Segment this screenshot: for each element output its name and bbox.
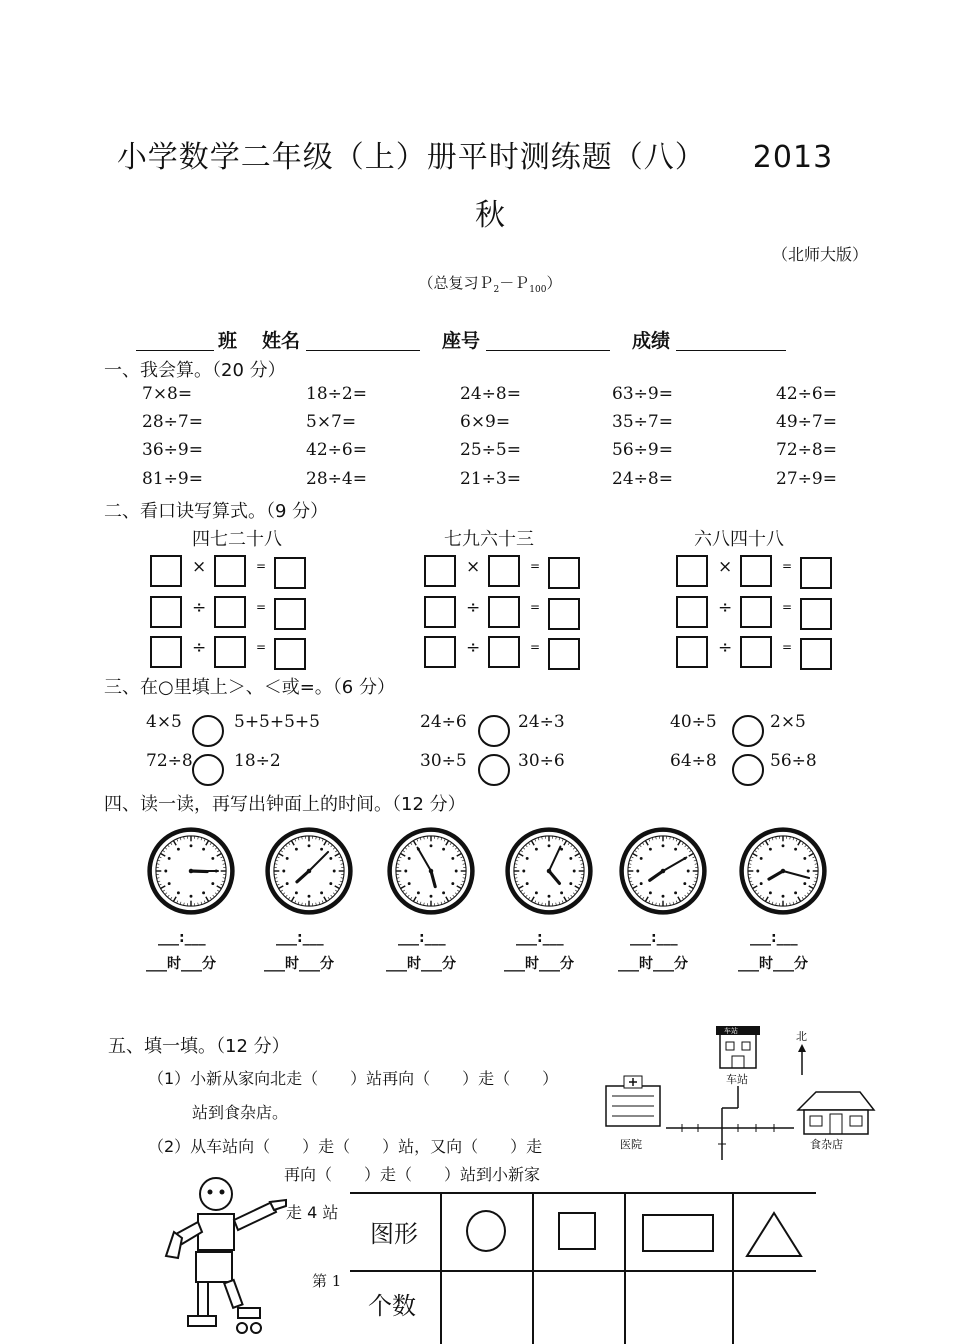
compare-right-expr: 24÷3 (518, 712, 565, 732)
hour-minute-blank[interactable] (146, 953, 216, 973)
calc-problem: 24÷8= (612, 469, 673, 489)
answer-box[interactable] (274, 557, 306, 589)
equals-sign: = (256, 559, 266, 573)
answer-box[interactable] (740, 596, 772, 628)
calc-problem: 42÷6= (306, 440, 367, 460)
calc-problem: 36÷9= (142, 440, 203, 460)
digital-time-blank[interactable]: ___:___ (276, 930, 324, 946)
clock-face-icon (738, 826, 828, 916)
triangle-shape-icon (744, 1210, 804, 1260)
calc-problem: 27÷9= (776, 469, 837, 489)
route-map (598, 1020, 888, 1170)
north-label: 北 (796, 1030, 807, 1043)
minute-label: 分 (320, 956, 334, 972)
operator-symbol: × (466, 557, 480, 577)
compare-right-expr: 30÷6 (518, 751, 565, 771)
calc-problem: 28÷7= (142, 412, 203, 432)
operator-symbol: ÷ (466, 638, 480, 658)
equals-sign: = (782, 559, 792, 573)
operator-symbol: ÷ (718, 638, 732, 658)
operator-symbol: ÷ (192, 598, 206, 618)
compare-right-expr: 18÷2 (234, 751, 281, 771)
square-count-cell[interactable] (534, 1272, 622, 1344)
digital-time-blank[interactable]: ___:___ (158, 930, 206, 946)
answer-box[interactable] (548, 557, 580, 589)
name-label: 姓名 (262, 326, 300, 353)
calc-problem: 21÷3= (460, 469, 521, 489)
seat-blank[interactable] (486, 326, 610, 351)
compare-left-expr: 40÷5 (670, 712, 717, 732)
hour-minute-blank[interactable] (738, 953, 808, 973)
calc-problem: 49÷7= (776, 412, 837, 432)
score-label: 成绩 (632, 326, 670, 353)
station-building-icon (716, 1026, 760, 1068)
recitation-phrase: 七九六十三 (444, 525, 534, 551)
edition-label: （北师大版） (772, 242, 868, 265)
hour-minute-blank[interactable] (264, 953, 334, 973)
digital-time-blank[interactable]: ___:___ (750, 930, 798, 946)
compare-circle[interactable] (478, 754, 510, 786)
answer-box[interactable] (488, 555, 520, 587)
calc-problem: 81÷9= (142, 469, 203, 489)
answer-box[interactable] (274, 598, 306, 630)
store-building-icon (798, 1092, 874, 1134)
compare-circle[interactable] (192, 754, 224, 786)
class-blank[interactable] (136, 326, 214, 351)
minute-blank[interactable]: ___ (539, 956, 560, 972)
hour-label: 时 (525, 956, 539, 972)
hour-label: 时 (285, 956, 299, 972)
equals-sign: = (530, 640, 540, 654)
answer-box[interactable] (488, 636, 520, 668)
review-mid: －Ｐ (499, 274, 529, 292)
hour-label: 时 (167, 956, 181, 972)
score-blank[interactable] (676, 326, 786, 351)
calc-problem: 56÷9= (612, 440, 673, 460)
section4-heading: 四、读一读，再写出钟面上的时间。（12 分） (104, 790, 466, 816)
clock-face-icon (504, 826, 594, 916)
seat-label: 座号 (442, 326, 480, 353)
q5-line5-partial: 走 4 站 (286, 1200, 338, 1223)
q5-line1: （1）小新从家向北走（ ）站再向（ ）走（ ） (148, 1066, 558, 1089)
hour-blank[interactable]: ___ (504, 956, 525, 972)
hour-label: 时 (407, 956, 421, 972)
north-arrow-icon (798, 1044, 806, 1075)
operator-symbol: × (718, 557, 732, 577)
review-range (0, 272, 980, 295)
minute-blank[interactable]: ___ (653, 956, 674, 972)
equals-sign: = (256, 600, 266, 614)
clock-face-icon (264, 826, 354, 916)
calc-problem: 25÷5= (460, 440, 521, 460)
review-page-b: 100 (529, 285, 546, 295)
equals-sign: = (530, 559, 540, 573)
answer-box[interactable] (274, 638, 306, 670)
minute-label: 分 (202, 956, 216, 972)
circle-count-cell[interactable] (442, 1272, 530, 1344)
hour-label: 时 (639, 956, 653, 972)
answer-box[interactable] (150, 555, 182, 587)
minute-blank[interactable]: ___ (421, 956, 442, 972)
section3-heading: 三、在○里填上＞、＜或=。（6 分） (104, 673, 395, 699)
page-title-line2: 秋 (0, 190, 980, 234)
answer-box[interactable] (424, 636, 456, 668)
recitation-phrase: 四七二十八 (192, 525, 282, 551)
answer-box[interactable] (424, 555, 456, 587)
route-lines (666, 1086, 794, 1160)
table-row2-label: 个数 (368, 1286, 416, 1321)
hour-label: 时 (759, 956, 773, 972)
calc-problem: 7×8= (142, 384, 192, 404)
hour-blank[interactable]: ___ (618, 956, 639, 972)
robot-figure-icon (158, 1172, 338, 1342)
q5-line4-partial: 再向（ ）走（ ）站到小新家 (284, 1162, 540, 1172)
name-blank[interactable] (306, 326, 420, 351)
answer-box[interactable] (548, 638, 580, 670)
answer-box[interactable] (214, 636, 246, 668)
hour-minute-blank[interactable] (386, 953, 456, 973)
compare-circle[interactable] (192, 715, 224, 747)
review-suffix: ） (546, 274, 561, 292)
calc-problem: 6×9= (460, 412, 510, 432)
hour-blank[interactable]: ___ (738, 956, 759, 972)
equals-sign: = (782, 640, 792, 654)
calc-problem: 35÷7= (612, 412, 673, 432)
review-prefix: （总复习Ｐ (419, 274, 494, 292)
answer-box[interactable] (740, 636, 772, 668)
operator-symbol: × (192, 557, 206, 577)
compare-left-expr: 24÷6 (420, 712, 467, 732)
class-label: 班 (218, 326, 237, 353)
answer-box[interactable] (800, 598, 832, 630)
triangle-count-cell[interactable] (734, 1272, 814, 1344)
compare-left-expr: 30÷5 (420, 751, 467, 771)
rectangle-shape-icon (642, 1214, 714, 1252)
answer-box[interactable] (676, 636, 708, 668)
minute-label: 分 (560, 956, 574, 972)
answer-box[interactable] (548, 598, 580, 630)
store-label: 食杂店 (810, 1137, 843, 1151)
clock-face-icon (386, 826, 476, 916)
page-title: 小学数学二年级（上）册平时测练题（八） 2013 (0, 132, 950, 176)
operator-symbol: ÷ (466, 598, 480, 618)
calc-problem: 18÷2= (306, 384, 367, 404)
hour-blank[interactable]: ___ (386, 956, 407, 972)
q5-line3: （2）从车站向（ ）走（ ）站，又向（ ）走 (148, 1134, 542, 1157)
section1-heading: 一、我会算。（20 分） (104, 356, 286, 382)
compare-circle[interactable] (478, 715, 510, 747)
hour-minute-blank[interactable] (618, 953, 688, 973)
compare-left-expr: 4×5 (146, 712, 182, 732)
equals-sign: = (256, 640, 266, 654)
minute-blank[interactable]: ___ (299, 956, 320, 972)
compare-right-expr: 5+5+5+5 (234, 712, 320, 732)
equals-sign: = (530, 600, 540, 614)
section5-heading: 五、填一填。（12 分） (108, 1032, 290, 1058)
answer-box[interactable] (488, 596, 520, 628)
operator-symbol: ÷ (718, 598, 732, 618)
minute-label: 分 (442, 956, 456, 972)
answer-box[interactable] (800, 557, 832, 589)
answer-box[interactable] (800, 638, 832, 670)
clock-face-icon (618, 826, 708, 916)
hospital-building-icon (606, 1076, 660, 1126)
rectangle-count-cell[interactable] (626, 1272, 730, 1344)
compare-right-expr: 2×5 (770, 712, 806, 732)
answer-box[interactable] (150, 596, 182, 628)
compare-left-expr: 64÷8 (670, 751, 717, 771)
square-shape-icon (558, 1212, 596, 1250)
minute-label: 分 (674, 956, 688, 972)
minute-blank[interactable]: ___ (773, 956, 794, 972)
section2-heading: 二、看口诀写算式。（9 分） (104, 497, 328, 523)
circle-shape-icon (466, 1210, 506, 1252)
answer-box[interactable] (150, 636, 182, 668)
digital-time-blank[interactable]: ___:___ (398, 930, 446, 946)
calc-problem: 72÷8= (776, 440, 837, 460)
clock-face-icon (146, 826, 236, 916)
minute-blank[interactable]: ___ (181, 956, 202, 972)
compare-circle[interactable] (732, 754, 764, 786)
calc-problem: 24÷8= (460, 384, 521, 404)
answer-box[interactable] (740, 555, 772, 587)
calc-problem: 28÷4= (306, 469, 367, 489)
answer-box[interactable] (214, 555, 246, 587)
recitation-phrase: 六八四十八 (694, 525, 784, 551)
equals-sign: = (782, 600, 792, 614)
answer-box[interactable] (676, 555, 708, 587)
compare-circle[interactable] (732, 715, 764, 747)
compare-left-expr: 72÷8 (146, 751, 193, 771)
page-footer: 第 1 (312, 1270, 341, 1291)
hour-blank[interactable]: ___ (146, 956, 167, 972)
hour-blank[interactable]: ___ (264, 956, 285, 972)
q5-line2: 站到食杂店。 (192, 1100, 288, 1123)
answer-box[interactable] (214, 596, 246, 628)
shapes-table (350, 1192, 816, 1344)
operator-symbol: ÷ (192, 638, 206, 658)
digital-time-blank[interactable]: ___:___ (630, 930, 678, 946)
compare-right-expr: 56÷8 (770, 751, 817, 771)
station-sign: 车站 (724, 1026, 738, 1035)
hospital-label: 医院 (620, 1137, 642, 1151)
calc-problem: 5×7= (306, 412, 356, 432)
answer-box[interactable] (424, 596, 456, 628)
calc-problem: 42÷6= (776, 384, 837, 404)
hour-minute-blank[interactable] (504, 953, 574, 973)
table-row1-label: 图形 (370, 1214, 418, 1249)
digital-time-blank[interactable]: ___:___ (516, 930, 564, 946)
review-page-a: 2 (494, 285, 500, 295)
minute-label: 分 (794, 956, 808, 972)
answer-box[interactable] (676, 596, 708, 628)
station-label: 车站 (726, 1072, 748, 1086)
calc-problem: 63÷9= (612, 384, 673, 404)
